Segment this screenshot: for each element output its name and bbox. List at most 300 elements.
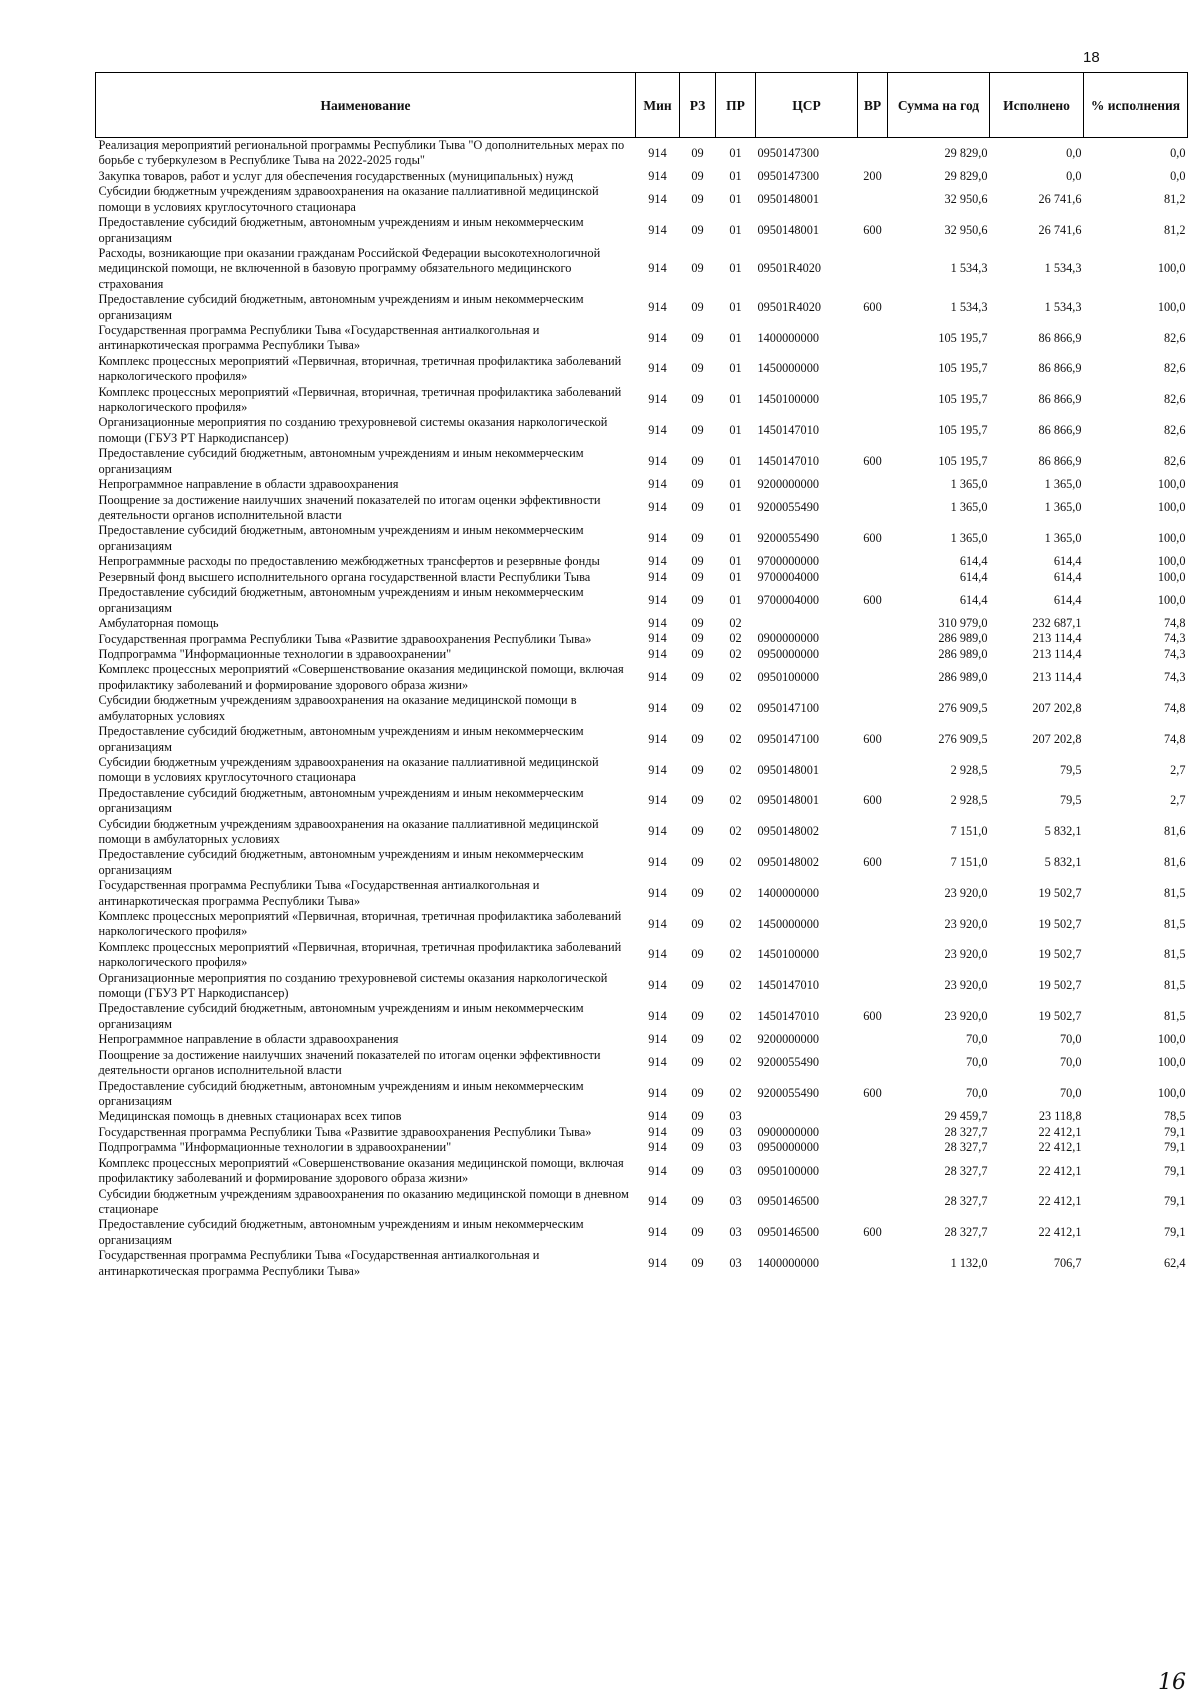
row-name-cell: Предоставление субсидий бюджетным, автономным учреждениям и иным некоммерческим организациям [98, 785, 584, 816]
row-rz-cell: 09 [691, 261, 704, 276]
row-name-cell: Непрограммное направление в области здравоохранения [98, 1032, 399, 1047]
row-rz-cell: 09 [691, 500, 704, 515]
row-rz-cell: 09 [691, 569, 704, 584]
table-row [96, 169, 1188, 185]
row-pr-cell: 02 [729, 947, 742, 962]
row-pr-cell: 03 [729, 1194, 742, 1209]
row-csr-cell: 0950147300 [757, 168, 819, 183]
row-sum-cell: 29 829,0 [944, 168, 988, 183]
row-sum-cell: 1 365,0 [950, 477, 988, 492]
row-sum-cell: 614,4 [959, 569, 988, 584]
page-number: 18 [1083, 49, 1100, 66]
row-min-cell: 914 [648, 145, 667, 160]
table-row [96, 292, 1188, 323]
row-done-cell: 5 832,1 [1044, 824, 1082, 839]
row-name-cell: Поощрение за достижение наилучших значений показателей по итогам оценки эффективности деятельности органов исполнительной власти [98, 492, 601, 522]
row-rz-cell: 09 [691, 1124, 704, 1139]
row-done-cell: 1 534,3 [1044, 261, 1082, 276]
row-pct-cell: 82,6 [1163, 361, 1186, 376]
row-done-cell: 614,4 [1053, 554, 1082, 569]
column-header-rz: РЗ [680, 73, 716, 138]
row-rz-cell: 09 [691, 885, 704, 900]
row-min-cell: 914 [648, 700, 667, 715]
row-min-cell: 914 [648, 453, 667, 468]
row-pr-cell: 02 [729, 615, 742, 630]
row-done-cell: 207 202,8 [1032, 700, 1082, 715]
table-row [96, 878, 1188, 909]
row-pr-cell: 02 [729, 855, 742, 869]
row-csr-cell: 9200055490 [757, 500, 819, 515]
row-sum-cell: 28 327,7 [944, 1163, 988, 1178]
row-rz-cell: 09 [691, 947, 704, 962]
row-done-cell: 1 534,3 [1044, 299, 1082, 314]
row-vr-cell: 600 [863, 1225, 882, 1240]
row-done-cell: 26 741,6 [1038, 222, 1082, 237]
row-pct-cell: 81,5 [1163, 885, 1186, 900]
row-pr-cell: 03 [729, 1124, 742, 1139]
row-sum-cell: 105 195,7 [938, 361, 988, 376]
row-vr-cell [858, 616, 888, 632]
row-pct-cell: 82,6 [1163, 453, 1186, 468]
row-name-cell: Амбулаторная помощь [98, 616, 219, 631]
row-min-cell: 914 [648, 947, 667, 962]
row-pct-cell: 2,7 [1170, 793, 1186, 808]
row-csr-cell: 1400000000 [757, 885, 819, 900]
row-vr-cell [858, 184, 888, 215]
row-pct-cell: 74,8 [1163, 731, 1186, 746]
row-rz-cell: 09 [691, 168, 704, 183]
row-pr-cell: 01 [729, 222, 742, 237]
row-sum-cell: 614,4 [959, 554, 988, 569]
row-done-cell: 5 832,1 [1044, 855, 1082, 869]
column-header-vr: ВР [858, 73, 888, 138]
table-row [96, 1048, 1188, 1079]
row-name-cell: Государственная программа Республики Тыва «Развитие здравоохранения Республики Тыва» [98, 631, 592, 646]
row-pr-cell: 02 [729, 916, 742, 931]
row-sum-cell: 1 534,3 [950, 299, 988, 314]
row-vr-cell [858, 415, 888, 446]
row-name-cell: Поощрение за достижение наилучших значений показателей по итогам оценки эффективности деятельности органов исполнительной власти [98, 1047, 601, 1078]
row-rz-cell: 09 [691, 1140, 704, 1155]
row-name-cell: Организационные мероприятия по созданию трехуровневой системы оказания наркологической помощи (ГБУЗ РТ Наркодиспансер) [98, 970, 608, 1000]
row-vr-cell [858, 755, 888, 786]
row-pr-cell: 02 [729, 885, 742, 900]
row-done-cell: 86 866,9 [1038, 361, 1082, 376]
row-min-cell: 914 [648, 615, 667, 630]
row-sum-cell: 105 195,7 [938, 392, 988, 407]
row-sum-cell: 1 534,3 [950, 261, 988, 276]
table-row [96, 1217, 1188, 1248]
row-vr-cell [858, 138, 888, 169]
row-vr-cell [858, 477, 888, 493]
table-row [96, 755, 1188, 786]
row-pct-cell: 0,0 [1170, 168, 1186, 183]
row-pct-cell: 81,6 [1163, 824, 1186, 839]
row-done-cell: 232 687,1 [1032, 615, 1082, 630]
row-min-cell: 914 [648, 1225, 667, 1240]
row-vr-cell [858, 1032, 888, 1048]
row-name-cell: Субсидии бюджетным учреждениям здравоохранения на оказание медицинской помощи в амбулаторных условиях [98, 693, 577, 723]
row-csr-cell: 1450100000 [757, 392, 819, 407]
row-sum-cell: 28 327,7 [944, 1124, 988, 1139]
row-pct-cell: 100,0 [1157, 531, 1186, 545]
row-sum-cell: 276 909,5 [938, 700, 988, 715]
row-csr-cell: 1450147010 [757, 978, 819, 993]
row-done-cell: 70,0 [1059, 1055, 1082, 1070]
row-done-cell: 213 114,4 [1032, 646, 1082, 661]
row-pr-cell: 01 [729, 423, 742, 438]
row-done-cell: 26 741,6 [1038, 191, 1082, 206]
row-min-cell: 914 [648, 916, 667, 931]
table-row [96, 585, 1188, 616]
row-pr-cell: 01 [729, 261, 742, 276]
row-vr-cell [858, 1248, 888, 1279]
row-name-cell: Предоставление субсидий бюджетным, автономным учреждениям и иным некоммерческим организациям [98, 724, 584, 754]
row-csr-cell: 9200055490 [757, 531, 819, 545]
table-row [96, 940, 1188, 971]
table-row [96, 909, 1188, 940]
row-done-cell: 1 365,0 [1044, 531, 1082, 545]
table-row [96, 570, 1188, 586]
row-csr-cell: 0950148001 [757, 222, 819, 237]
row-pr-cell: 02 [729, 824, 742, 839]
row-done-cell: 1 365,0 [1044, 477, 1082, 492]
row-name-cell: Государственная программа Республики Тыва «Государственная антиалкогольная и антинаркотическая программа Республики Тыва» [98, 1248, 540, 1278]
row-pct-cell: 81,5 [1163, 1009, 1186, 1024]
row-min-cell: 914 [648, 1255, 667, 1270]
row-name-cell: Подпрограмма "Информационные технологии в здравоохранении" [98, 1140, 452, 1155]
row-rz-cell: 09 [691, 700, 704, 715]
row-min-cell: 914 [648, 824, 667, 839]
row-sum-cell: 7 151,0 [950, 855, 988, 869]
row-rz-cell: 09 [691, 531, 704, 545]
row-rz-cell: 09 [691, 670, 704, 685]
row-pr-cell: 02 [729, 1032, 742, 1047]
row-rz-cell: 09 [691, 330, 704, 345]
row-min-cell: 914 [648, 299, 667, 314]
row-min-cell: 914 [648, 261, 667, 276]
row-rz-cell: 09 [691, 1109, 704, 1124]
row-rz-cell: 09 [691, 1255, 704, 1270]
row-min-cell: 914 [648, 731, 667, 746]
table-row [96, 1001, 1188, 1032]
row-name-cell: Комплекс процессных мероприятий «Совершенствование оказания медицинской помощи, включая профилактику заболеваний и формирование здорового образа жизни» [98, 662, 624, 692]
row-csr-cell: 9700004000 [757, 569, 819, 584]
row-rz-cell: 09 [691, 855, 704, 869]
row-rz-cell: 09 [691, 423, 704, 438]
row-vr-cell [858, 1109, 888, 1125]
row-min-cell: 914 [648, 500, 667, 515]
row-sum-cell: 286 989,0 [938, 670, 988, 685]
row-pct-cell: 78,5 [1163, 1109, 1186, 1124]
row-pr-cell: 02 [729, 978, 742, 993]
row-rz-cell: 09 [691, 1163, 704, 1178]
row-done-cell: 1 365,0 [1044, 500, 1082, 515]
table-row [96, 323, 1188, 354]
row-sum-cell: 1 132,0 [950, 1255, 988, 1270]
row-min-cell: 914 [648, 1194, 667, 1209]
row-done-cell: 86 866,9 [1038, 423, 1082, 438]
row-rz-cell: 09 [691, 1194, 704, 1209]
row-name-cell: Государственная программа Республики Тыва «Развитие здравоохранения Республики Тыва» [98, 1124, 592, 1139]
row-vr-cell [858, 493, 888, 524]
row-pr-cell: 02 [729, 700, 742, 715]
table-row [96, 1032, 1188, 1048]
row-rz-cell: 09 [691, 453, 704, 468]
row-pr-cell: 01 [729, 477, 742, 492]
table-row [96, 415, 1188, 446]
row-csr-cell [756, 616, 858, 632]
row-done-cell: 22 412,1 [1038, 1225, 1082, 1240]
row-pct-cell: 82,6 [1163, 330, 1186, 345]
row-rz-cell: 09 [691, 361, 704, 376]
row-sum-cell: 32 950,6 [944, 222, 988, 237]
row-name-cell: Государственная программа Республики Тыва «Государственная антиалкогольная и антинаркотическая программа Республики Тыва» [98, 322, 540, 353]
row-sum-cell: 70,0 [965, 1055, 988, 1070]
row-name-cell: Предоставление субсидий бюджетным, автономным учреждениям и иным некоммерческим организациям [98, 1078, 584, 1108]
row-pct-cell: 100,0 [1157, 1086, 1186, 1101]
row-pr-cell: 03 [729, 1255, 742, 1270]
table-row [96, 971, 1188, 1002]
row-sum-cell: 105 195,7 [938, 453, 988, 468]
row-sum-cell: 28 327,7 [944, 1140, 988, 1155]
table-header-row [96, 73, 1188, 138]
row-done-cell: 19 502,7 [1038, 916, 1082, 931]
row-pct-cell: 100,0 [1157, 1055, 1186, 1070]
row-min-cell: 914 [648, 531, 667, 545]
row-min-cell: 914 [648, 361, 667, 376]
row-pct-cell: 0,0 [1170, 145, 1186, 160]
row-min-cell: 914 [648, 978, 667, 993]
row-sum-cell: 105 195,7 [938, 330, 988, 345]
row-csr-cell: 0950100000 [757, 670, 819, 685]
row-pct-cell: 74,8 [1163, 700, 1186, 715]
row-name-cell: Закупка товаров, работ и услуг для обеспечения государственных (муниципальных) нужд [98, 168, 574, 183]
row-csr-cell: 09501R4020 [757, 261, 822, 276]
row-rz-cell: 09 [691, 631, 704, 646]
table-row [96, 138, 1188, 169]
row-csr-cell: 0950148001 [757, 762, 819, 777]
row-pr-cell: 02 [729, 646, 742, 661]
row-vr-cell [858, 878, 888, 909]
row-rz-cell: 09 [691, 222, 704, 237]
row-pr-cell: 03 [729, 1140, 742, 1155]
row-csr-cell: 0950147100 [757, 731, 819, 746]
row-pr-cell: 03 [729, 1163, 742, 1178]
row-sum-cell: 23 920,0 [944, 947, 988, 962]
row-min-cell: 914 [648, 885, 667, 900]
row-name-cell: Непрограммные расходы по предоставлению межбюджетных трансфертов и резервные фонды [98, 554, 600, 569]
row-csr-cell: 0950000000 [757, 646, 819, 661]
row-min-cell: 914 [648, 569, 667, 584]
row-sum-cell: 614,4 [959, 592, 988, 607]
row-csr-cell: 1400000000 [757, 1255, 819, 1270]
row-pr-cell: 02 [729, 793, 742, 808]
row-rz-cell: 09 [691, 1086, 704, 1101]
row-done-cell: 86 866,9 [1038, 392, 1082, 407]
row-rz-cell: 09 [691, 646, 704, 661]
row-vr-cell [858, 817, 888, 848]
table-row [96, 1248, 1188, 1279]
row-pr-cell: 02 [729, 1086, 742, 1101]
row-pct-cell: 100,0 [1157, 554, 1186, 569]
column-header-min: Мин [636, 73, 680, 138]
row-vr-cell: 600 [863, 453, 882, 468]
row-rz-cell: 09 [691, 916, 704, 931]
row-name-cell: Комплекс процессных мероприятий «Первичная, вторичная, третичная профилактика заболеваний наркологического профиля» [98, 353, 622, 384]
row-vr-cell: 600 [863, 592, 882, 607]
row-pct-cell: 100,0 [1157, 477, 1186, 492]
row-rz-cell: 09 [691, 793, 704, 808]
row-csr-cell: 0950147100 [757, 700, 819, 715]
row-min-cell: 914 [648, 477, 667, 492]
row-pr-cell: 02 [729, 1055, 742, 1070]
row-pr-cell: 01 [729, 361, 742, 376]
row-min-cell: 914 [648, 855, 667, 869]
column-header-pct: % исполнения [1084, 73, 1188, 138]
row-min-cell: 914 [648, 392, 667, 407]
row-min-cell: 914 [648, 1009, 667, 1024]
table-row [96, 446, 1188, 477]
row-sum-cell: 286 989,0 [938, 631, 988, 646]
row-min-cell: 914 [648, 1140, 667, 1155]
row-csr-cell: 0950148002 [757, 855, 819, 869]
row-csr-cell: 9700000000 [757, 554, 819, 569]
row-sum-cell: 1 365,0 [950, 500, 988, 515]
row-pr-cell: 02 [729, 762, 742, 777]
budget-table [95, 72, 1188, 1279]
row-pr-cell: 01 [729, 392, 742, 407]
row-pct-cell: 100,0 [1157, 299, 1186, 314]
row-name-cell: Субсидии бюджетным учреждениям здравоохранения на оказание паллиативной медицинской помощи в условиях круглосуточного стационара [98, 754, 599, 785]
row-sum-cell: 70,0 [965, 1086, 988, 1101]
row-name-cell: Реализация мероприятий региональной программы Республики Тыва "О дополнительных мерах по борьбе с туберкулезом в Республике Тыва на 2022-2025 годы" [98, 138, 625, 168]
row-done-cell: 79,5 [1059, 762, 1082, 777]
row-done-cell: 70,0 [1059, 1032, 1082, 1047]
table-row [96, 1140, 1188, 1156]
row-min-cell: 914 [648, 670, 667, 685]
table-row [96, 847, 1188, 878]
column-header-done: Исполнено [990, 73, 1084, 138]
row-done-cell: 0,0 [1066, 168, 1082, 183]
row-csr-cell: 0950148001 [757, 191, 819, 206]
row-csr-cell: 1450147010 [757, 423, 819, 438]
row-done-cell: 70,0 [1059, 1086, 1082, 1101]
row-vr-cell [858, 1140, 888, 1156]
row-sum-cell: 28 327,7 [944, 1225, 988, 1240]
table-row [96, 616, 1188, 632]
row-csr-cell [756, 1109, 858, 1125]
table-row [96, 1109, 1188, 1125]
row-rz-cell: 09 [691, 1225, 704, 1240]
row-vr-cell: 600 [863, 1009, 882, 1024]
row-pr-cell: 01 [729, 191, 742, 206]
row-min-cell: 914 [648, 1055, 667, 1070]
row-done-cell: 79,5 [1059, 793, 1082, 808]
row-pct-cell: 81,2 [1163, 191, 1186, 206]
table-row [96, 662, 1188, 693]
row-name-cell: Предоставление субсидий бюджетным, автономным учреждениям и иным некоммерческим организациям [98, 215, 584, 245]
table-row [96, 554, 1188, 570]
row-vr-cell: 600 [863, 793, 882, 808]
table-row [96, 1156, 1188, 1187]
row-name-cell: Непрограммное направление в области здравоохранения [98, 477, 399, 492]
row-pct-cell: 79,1 [1163, 1194, 1186, 1209]
table-row [96, 493, 1188, 524]
row-done-cell: 706,7 [1053, 1255, 1082, 1270]
table-row [96, 184, 1188, 215]
row-vr-cell [858, 554, 888, 570]
row-pr-cell: 02 [729, 670, 742, 685]
row-done-cell: 86 866,9 [1038, 330, 1082, 345]
row-csr-cell: 0900000000 [757, 631, 819, 646]
row-csr-cell: 1450147010 [757, 1009, 819, 1024]
row-vr-cell [858, 631, 888, 647]
column-header-csr: ЦСР [756, 73, 858, 138]
row-min-cell: 914 [648, 1124, 667, 1139]
row-name-cell: Организационные мероприятия по созданию трехуровневой системы оказания наркологической помощи (ГБУЗ РТ Наркодиспансер) [98, 415, 608, 445]
row-vr-cell [858, 246, 888, 292]
row-pct-cell: 82,6 [1163, 392, 1186, 407]
row-csr-cell: 0950146500 [757, 1194, 819, 1209]
row-vr-cell [858, 1187, 888, 1218]
row-done-cell: 19 502,7 [1038, 947, 1082, 962]
row-sum-cell: 23 920,0 [944, 916, 988, 931]
row-min-cell: 914 [648, 330, 667, 345]
row-pr-cell: 01 [729, 592, 742, 607]
row-csr-cell: 0950148002 [757, 824, 819, 839]
row-csr-cell: 9700004000 [757, 592, 819, 607]
row-pct-cell: 74,3 [1163, 646, 1186, 661]
row-rz-cell: 09 [691, 1009, 704, 1024]
table-row [96, 1079, 1188, 1110]
table-row [96, 1125, 1188, 1141]
row-vr-cell [858, 570, 888, 586]
table-row [96, 631, 1188, 647]
row-pct-cell: 79,1 [1163, 1124, 1186, 1139]
row-vr-cell [858, 1156, 888, 1187]
row-name-cell: Предоставление субсидий бюджетным, автономным учреждениям и иным некоммерческим организациям [98, 585, 584, 615]
row-pct-cell: 79,1 [1163, 1140, 1186, 1155]
row-vr-cell [858, 662, 888, 693]
row-name-cell: Резервный фонд высшего исполнительного органа государственной власти Республики Тыва [98, 569, 591, 584]
row-name-cell: Субсидии бюджетным учреждениям здравоохранения на оказание паллиативной медицинской помощи в условиях круглосуточного стационара [98, 184, 599, 214]
row-done-cell: 213 114,4 [1032, 631, 1082, 646]
row-rz-cell: 09 [691, 762, 704, 777]
row-min-cell: 914 [648, 554, 667, 569]
row-rz-cell: 09 [691, 145, 704, 160]
row-sum-cell: 2 928,5 [950, 793, 988, 808]
row-vr-cell [858, 909, 888, 940]
row-done-cell: 0,0 [1066, 145, 1082, 160]
row-pct-cell: 2,7 [1170, 762, 1186, 777]
table-body [96, 138, 1188, 1280]
row-sum-cell: 105 195,7 [938, 423, 988, 438]
row-sum-cell: 23 920,0 [944, 1009, 988, 1024]
row-min-cell: 914 [648, 191, 667, 206]
row-sum-cell: 2 928,5 [950, 762, 988, 777]
row-vr-cell [858, 385, 888, 416]
table-row [96, 354, 1188, 385]
row-vr-cell: 600 [863, 855, 882, 869]
table-row [96, 523, 1188, 554]
row-vr-cell: 200 [863, 168, 882, 183]
row-pr-cell: 01 [729, 168, 742, 183]
row-name-cell: Комплекс процессных мероприятий «Совершенствование оказания медицинской помощи, включая профилактику заболеваний и формирование здорового образа жизни» [98, 1155, 624, 1186]
row-vr-cell [858, 693, 888, 724]
row-pr-cell: 02 [729, 1009, 742, 1024]
row-pct-cell: 79,1 [1163, 1163, 1186, 1178]
